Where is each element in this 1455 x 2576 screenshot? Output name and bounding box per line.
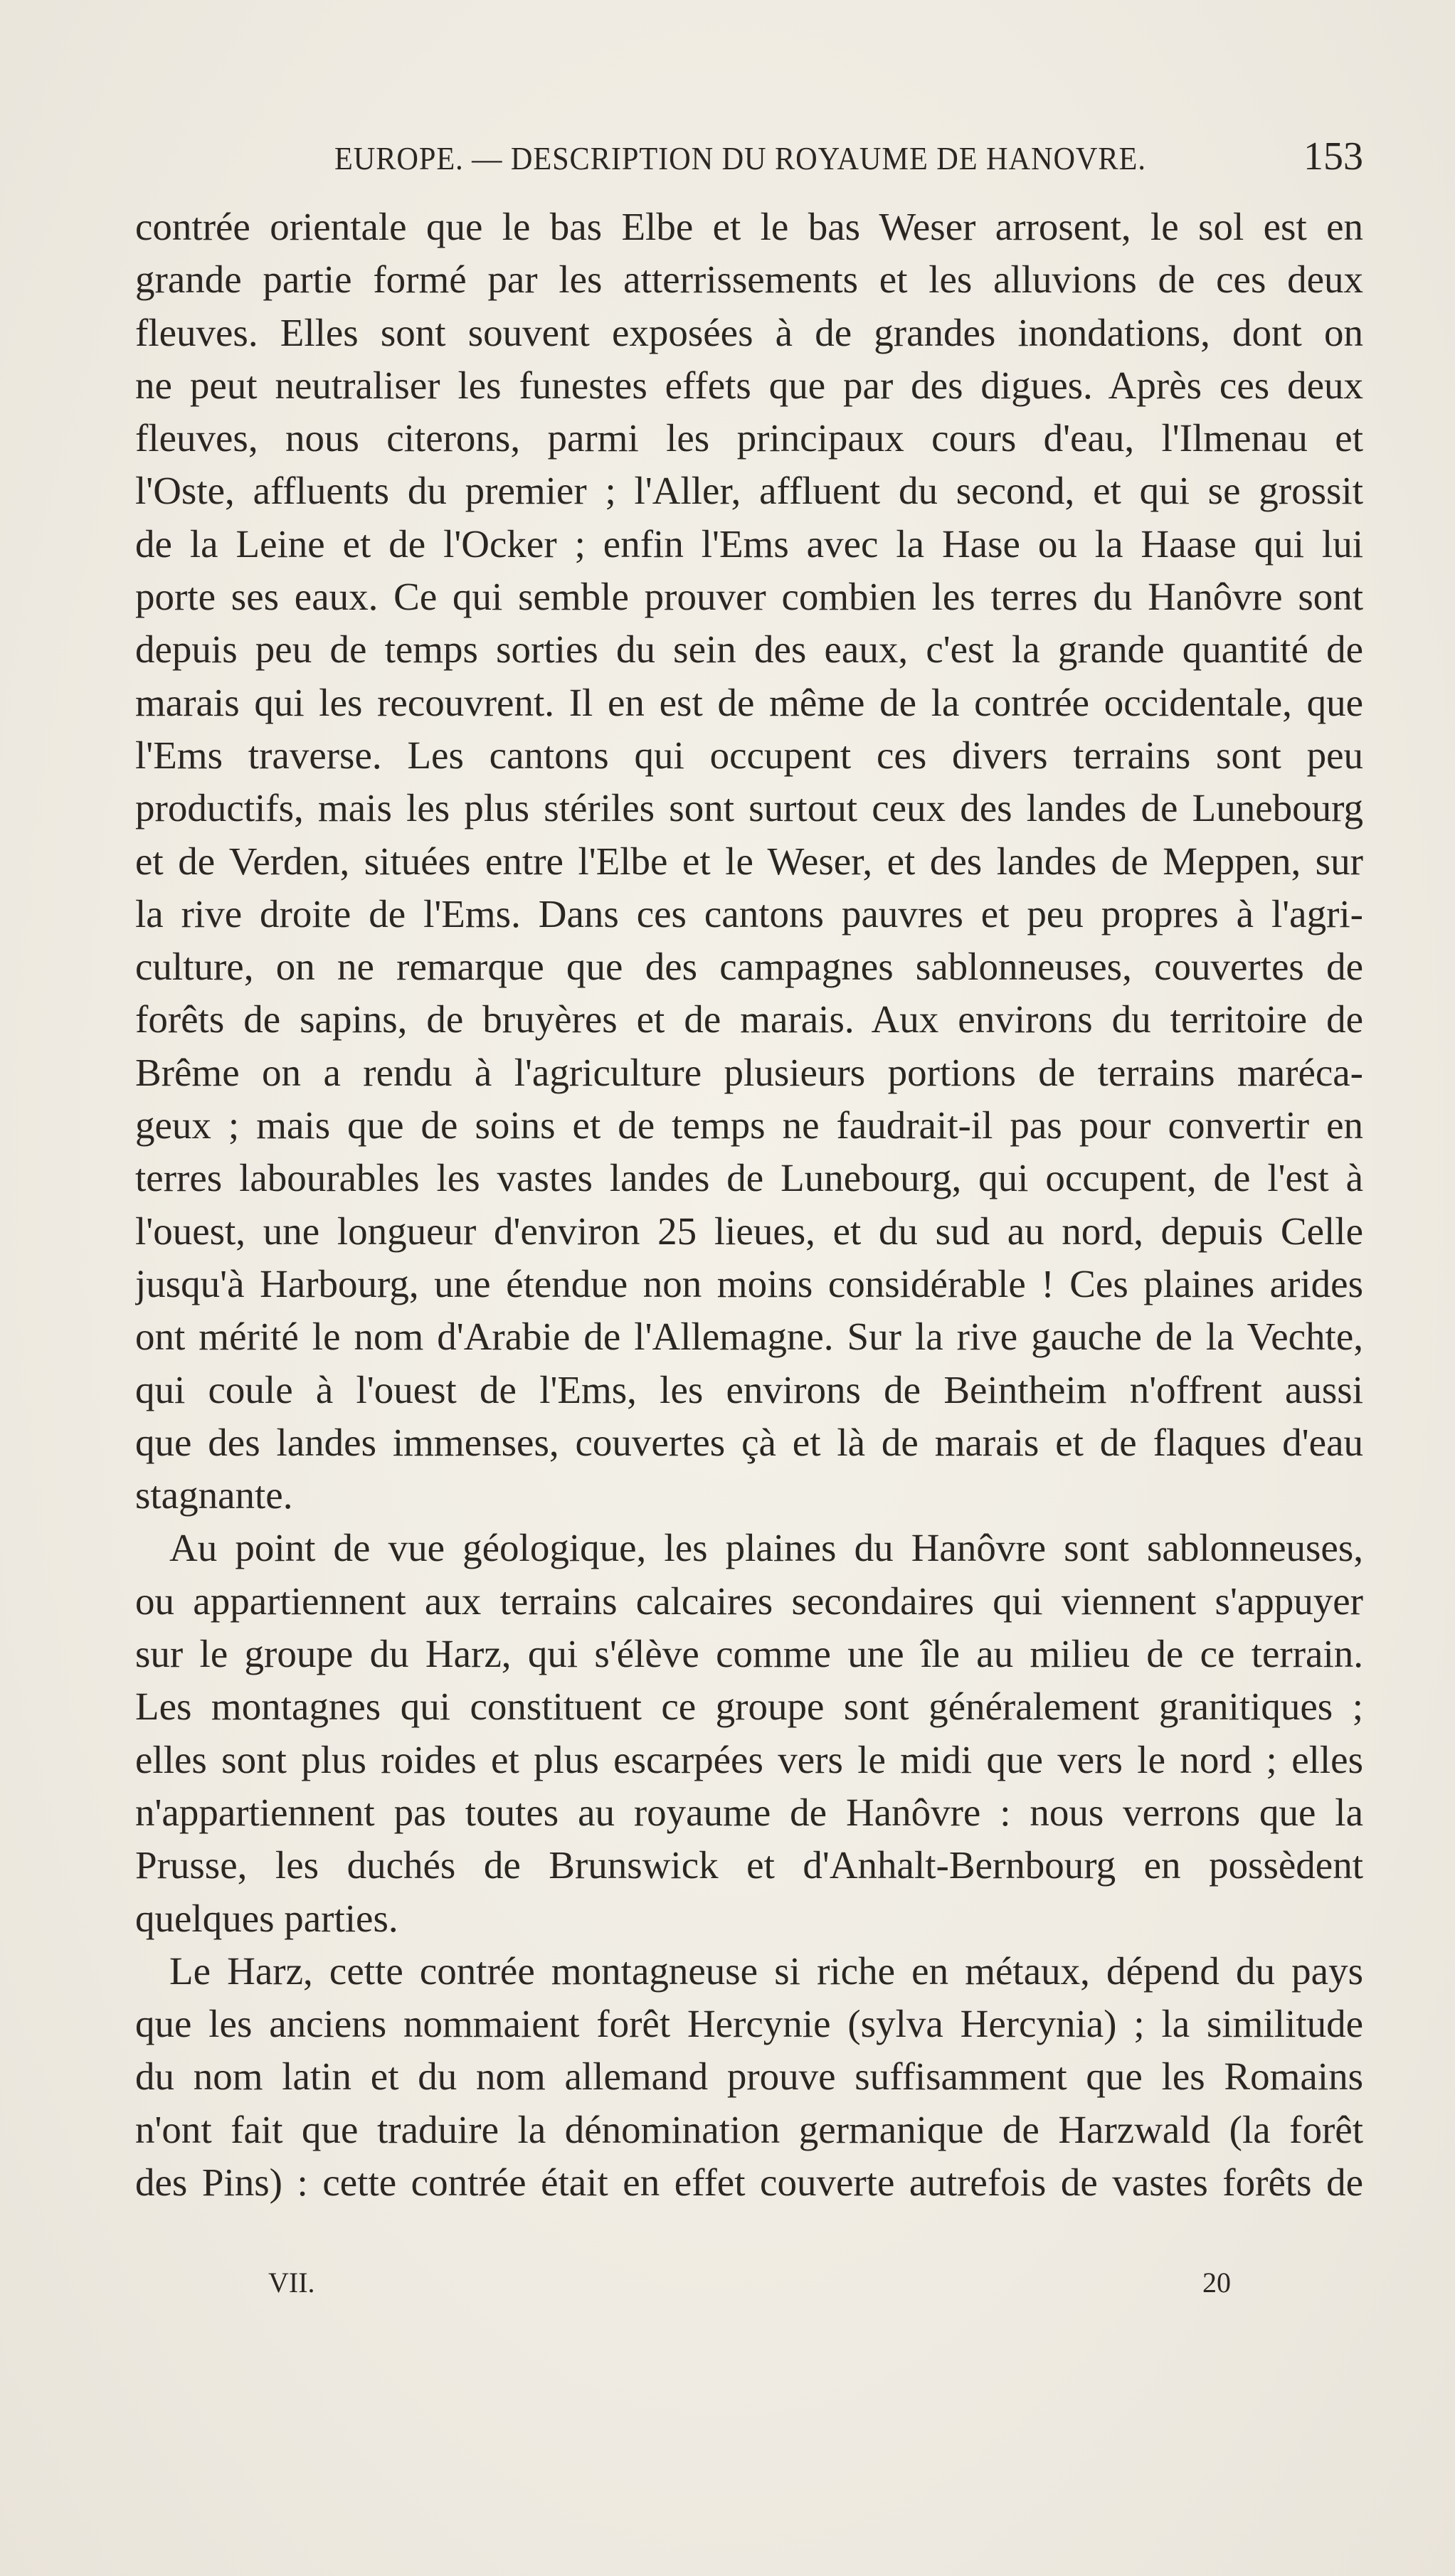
text-line: forêts de sapins, de bruyères et de marais. Aux environs du territoire de [135, 997, 1363, 1041]
text-line: l'Oste, affluents du premier ; l'Aller, affluent du second, et qui se grossit [135, 469, 1363, 513]
text-line: Prusse, les duchés de Brunswick et d'Anhalt-Bernbourg en possèdent [135, 1843, 1363, 1887]
paragraph-end-line: quelques parties. [135, 1896, 398, 1940]
text-line: l'ouest, une longueur d'environ 25 lieues, et du sud au nord, depuis Celle [135, 1209, 1363, 1253]
text-line: que les anciens nommaient forêt Hercynie (sylva Hercynia) ; la similitude [135, 2002, 1363, 2046]
body-text [135, 201, 1363, 2209]
text-line: et de Verden, situées entre l'Elbe et le Weser, et des landes de Meppen, sur [135, 839, 1363, 883]
text-line: ont mérité le nom d'Arabie de l'Allemagne. Sur la rive gauche de la Vechte, [135, 1315, 1363, 1359]
text-line: contrée orientale que le bas Elbe et le bas Weser arrosent, le sol est en [135, 205, 1363, 248]
text-line: geux ; mais que de soins et de temps ne faudrait-il pas pour convertir en [135, 1103, 1363, 1147]
text-line: la rive droite de l'Ems. Dans ces cantons pauvres et peu propres à l'agri- [135, 891, 1363, 935]
text-line: jusqu'à Harbourg, une étendue non moins considérable ! Ces plaines arides [135, 1261, 1363, 1305]
text-line: marais qui les recouvrent. Il en est de même de la contrée occidentale, que [135, 680, 1363, 724]
page-footer [135, 2266, 1363, 2309]
text-line: Brême on a rendu à l'agriculture plusieurs portions de terrains maréca- [135, 1050, 1363, 1094]
text-line: grande partie formé par les atterrissements et les alluvions de ces deux [135, 258, 1363, 302]
page-number: 153 [1303, 134, 1363, 179]
text-line: l'Ems traverse. Les cantons qui occupent ces divers terrains sont peu [135, 733, 1363, 777]
page-header [135, 134, 1363, 184]
text-line: culture, on ne remarque que des campagnes sablonneuses, couvertes de [135, 945, 1363, 989]
sheet-number: 20 [1202, 2267, 1231, 2299]
text-line: sur le groupe du Harz, qui s'élève comme une île au milieu de ce terrain. [135, 1632, 1363, 1676]
text-line: terres labourables les vastes landes de Lunebourg, qui occupent, de l'est à [135, 1156, 1363, 1200]
paragraph-end-line: stagnante. [135, 1473, 293, 1517]
text-line: elles sont plus roides et plus escarpées vers le midi que vers le nord ; elles [135, 1737, 1363, 1781]
paragraph-start-line: Le Harz, cette contrée montagneuse si riche en métaux, dépend du pays [169, 1949, 1363, 1993]
text-line: de la Leine et de l'Ocker ; enfin l'Ems avec la Hase ou la Haase qui lui [135, 521, 1363, 566]
text-line: ne peut neutraliser les funestes effets que par des digues. Après ces deux [135, 363, 1363, 407]
running-title: EUROPE. — DESCRIPTION DU ROYAUME DE HANOVRE. [334, 140, 1146, 176]
text-line: du nom latin et du nom allemand prouve suffisamment que les Romains [135, 2055, 1363, 2099]
paragraph-start-line: Au point de vue géologique, les plaines du Hanôvre sont sablonneuses, [169, 1526, 1363, 1570]
text-line: fleuves, nous citerons, parmi les principaux cours d'eau, l'Ilmenau et [135, 416, 1363, 460]
text-line: fleuves. Elles sont souvent exposées à de grandes inondations, dont on [135, 310, 1363, 354]
text-line: n'appartiennent pas toutes au royaume de Hanôvre : nous verrons que la [135, 1790, 1363, 1834]
text-line: depuis peu de temps sorties du sein des eaux, c'est la grande quantité de [135, 627, 1363, 672]
text-line: qui coule à l'ouest de l'Ems, les environs de Beintheim n'offrent aussi [135, 1367, 1363, 1411]
volume-signature: VII. [268, 2267, 315, 2299]
text-line: n'ont fait que traduire la dénomination germanique de Harzwald (la forêt [135, 2107, 1363, 2151]
text-line: ou appartiennent aux terrains calcaires secondaires qui viennent s'appuyer [135, 1579, 1363, 1623]
text-line: Les montagnes qui constituent ce groupe sont généralement granitiques ; [135, 1685, 1363, 1729]
text-line: que des landes immenses, couvertes çà et là de marais et de flaques d'eau [135, 1420, 1363, 1464]
text-line: des Pins) : cette contrée était en effet couverte autrefois de vastes forêts de [135, 2160, 1363, 2204]
text-line: productifs, mais les plus stériles sont surtout ceux des landes de Lunebourg [135, 786, 1363, 830]
text-line: porte ses eaux. Ce qui semble prouver combien les terres du Hanôvre sont [135, 575, 1363, 619]
